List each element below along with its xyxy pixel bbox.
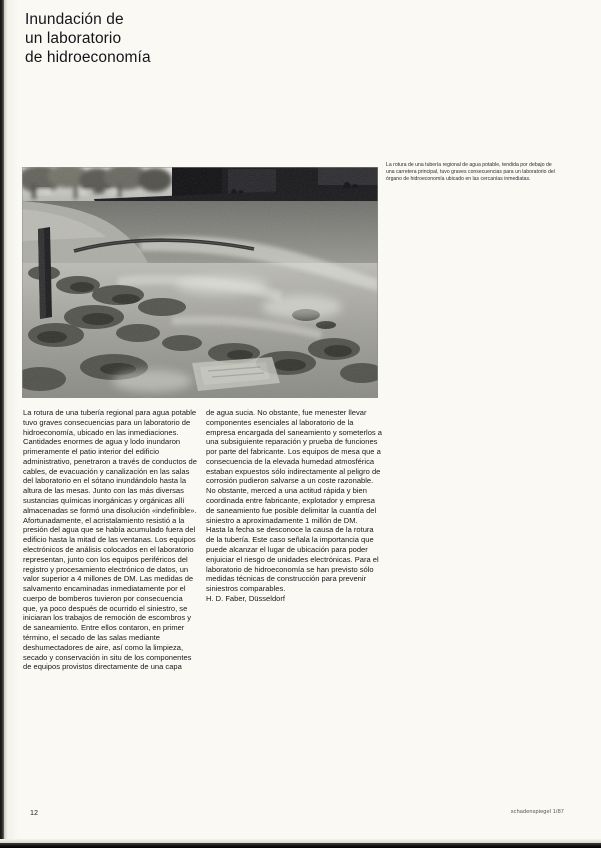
page-bottom-shadow	[0, 843, 601, 848]
page-title	[25, 10, 355, 67]
flooded-street-photo	[22, 167, 378, 398]
page-gutter	[9, 0, 18, 848]
article-paragraph-2: No obstante, merced a una actitud rápida y bien coordinada entre fabricante, explotador y empresa de saneamiento fue posible delimitar la cuantía del siniestro a aproximadamente 1 millón de DM.	[206, 486, 377, 525]
page-title-line-3: de hidroeconomía	[25, 49, 151, 66]
photo-artwork	[22, 167, 378, 398]
article-column-1-text: La rotura de una tubería regional para agua potable tuvo graves consecuencias para un laboratorio de hidroeconomía, ubicado en las inmediaciones. Cantidades enormes de agua y lodo inundaron primeramente el patio interior del edificio administrativo, penetraron a través de conductos de cables, de evacuación y canalización en las salas del laboratorio en el sótano inundándolo hasta la altura de las mesas. Junto con las más diversas sustancias químicas inorgánicas y orgánicas allí almacenadas se formó una disolución «indefinible». Afortunadamente, el acristalamiento resistió a la presión del agua que se había acumulado fuera del edificio hasta la mitad de las ventanas. Los equipos electrónicos de análisis colocados en el laboratorio representan, junto con los equipos periféricos del registro y procesamiento electrónico de datos, un valor superior a 4 millones de DM. Las medidas de salvamento encaminadas inmediatamente por el cuerpo de bomberos tuvieron por consecuencia que, ya poco después de ocurrido el siniestro, se iniciaran los trabajos de remoción de escombros y de saneamiento. Entre ellos contaron, en primer término, el secado de las salas mediante deshumectadores de aire, así como la limpieza, secado y conservación in situ de los componentes de equipos provistos directamente de una capa	[23, 408, 197, 672]
page-title-line-1: Inundación de	[25, 11, 124, 28]
article-column-1	[23, 408, 199, 672]
article-paragraph-3: Hasta la fecha se desconoce la causa de la rotura de la tubería. Este caso señala la importancia que puede alcanzar el lugar de ubicación para poder enjuiciar el riesgo de unidades electrónicas. Para el laboratorio de hidroeconomía se han previsto sólo medidas técnicas de construcción para prevenir siniestros comparables.	[206, 525, 379, 594]
page-title-line-2: un laboratorio	[25, 30, 122, 47]
page-number: 12	[30, 808, 38, 817]
article-paragraph-1: de agua sucia. No obstante, fue menester llevar componentes esenciales al laboratorio de la empresa encargada del saneamiento y someterlos a una subsiguiente reparación y prueba de funciones por parte del fabricante. Los equipos de mesa que a consecuencia de la elevada humedad atmosférica estaban expuestos sólo indirectamente al peligro de corrosión pudieron salvarse a un coste razonable.	[206, 408, 383, 486]
article-byline: H. D. Faber, Düsseldorf	[206, 593, 285, 603]
photo-caption: La rotura de una tubería regional de agua potable, tendida por debajo de una carretera principal, tuvo graves consecuencias para un laboratorio del órgano de hidroeconomía ubicado en las cercanías inmediatas.	[386, 162, 555, 183]
publication-imprint: schadenspiegel 1/87	[510, 809, 564, 815]
article-column-2	[206, 408, 382, 604]
